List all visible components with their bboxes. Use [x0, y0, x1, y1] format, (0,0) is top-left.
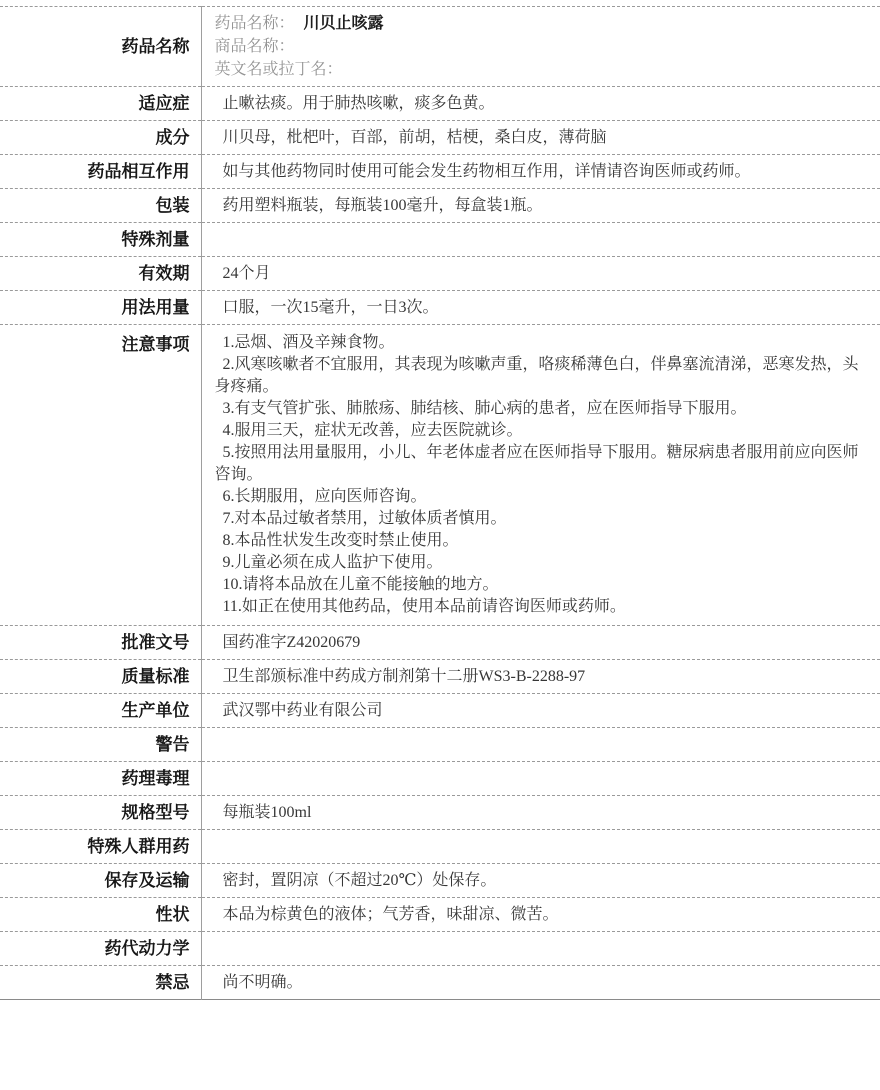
row-value [201, 325, 880, 626]
value-line [215, 296, 867, 319]
row-label: 特殊剂量 [0, 223, 201, 257]
row-label: 特殊人群用药 [0, 830, 201, 864]
row-label: 禁忌 [0, 966, 201, 1000]
value-line [215, 35, 867, 58]
table-row [0, 830, 880, 864]
row-label: 注意事项 [0, 325, 201, 626]
value-line [215, 262, 867, 285]
row-value [201, 223, 880, 257]
table-row [0, 898, 880, 932]
value-line [215, 508, 867, 530]
value-line [215, 530, 867, 552]
value-line [215, 420, 867, 442]
value-text-text: 药用塑料瓶装，每瓶装100毫升，每盒装1瓶。 [222, 197, 543, 214]
row-value [201, 291, 880, 325]
value-text-text: 尚不明确。 [222, 974, 303, 991]
row-label: 成分 [0, 121, 201, 155]
table-row [0, 291, 880, 325]
row-label: 包装 [0, 189, 201, 223]
value-line [215, 194, 867, 217]
value-line [215, 442, 867, 486]
row-value [201, 796, 880, 830]
value-text-text: 口服，一次15毫升，一日3次。 [222, 299, 439, 316]
row-value [201, 7, 880, 87]
value-text-text: 10.请将本品放在儿童不能接触的地方。 [222, 576, 499, 593]
row-label: 生产单位 [0, 694, 201, 728]
row-value [201, 864, 880, 898]
value-muted-text: 药品名称： [214, 15, 295, 32]
row-label: 性状 [0, 898, 201, 932]
row-label: 批准文号 [0, 626, 201, 660]
value-text-text: 1.忌烟、酒及辛辣食物。 [222, 334, 395, 351]
row-value [201, 728, 880, 762]
value-line [215, 631, 867, 654]
value-text-text: 本品为棕黄色的液体；气芳香，味甜凉、微苦。 [222, 906, 559, 923]
row-value [201, 932, 880, 966]
value-line [215, 903, 867, 926]
value-line [215, 699, 867, 722]
value-line [215, 12, 867, 35]
row-value [201, 257, 880, 291]
row-value [201, 189, 880, 223]
row-value [201, 626, 880, 660]
table-row [0, 189, 880, 223]
row-label: 用法用量 [0, 291, 201, 325]
table-row [0, 7, 880, 87]
row-label: 药代动力学 [0, 932, 201, 966]
value-line [215, 58, 867, 81]
value-text-text: 9.儿童必须在成人监护下使用。 [222, 554, 443, 571]
value-text-text: 川贝母，枇杷叶，百部，前胡，桔梗，桑白皮，薄荷脑 [222, 129, 607, 146]
value-line [215, 869, 867, 892]
value-line [215, 332, 867, 354]
value-text-text: 如与其他药物同时使用可能会发生药物相互作用，详情请咨询医师或药师。 [222, 163, 751, 180]
value-muted-text: 商品名称： [214, 38, 295, 55]
value-text-text: 8.本品性状发生改变时禁止使用。 [222, 532, 459, 549]
value-text-text: 24个月 [222, 265, 271, 282]
value-line [215, 354, 867, 398]
value-line [215, 398, 867, 420]
value-line [215, 574, 867, 596]
table-row [0, 694, 880, 728]
value-line [215, 596, 867, 618]
value-text-text: 6.长期服用，应向医师咨询。 [222, 488, 427, 505]
table-row [0, 223, 880, 257]
row-label: 警告 [0, 728, 201, 762]
table-row [0, 155, 880, 189]
value-text-text: 3.有支气管扩张、肺脓疡、肺结核、肺心病的患者，应在医师指导下服用。 [222, 400, 747, 417]
row-label: 有效期 [0, 257, 201, 291]
table-row [0, 966, 880, 1000]
value-line [215, 486, 867, 508]
drug-info-table [0, 6, 880, 1000]
table-row [0, 121, 880, 155]
row-value [201, 155, 880, 189]
table-row [0, 626, 880, 660]
value-text-text: 2.风寒咳嗽者不宜服用，其表现为咳嗽声重，咯痰稀薄色白，伴鼻塞流清涕，恶寒发热，头身疼痛。 [214, 356, 859, 395]
value-text-text: 卫生部颁标准中药成方制剂第十二册WS3-B-2288-97 [222, 668, 586, 685]
value-line [215, 126, 867, 149]
table-row [0, 796, 880, 830]
value-text-text: 7.对本品过敏者禁用，过敏体质者慎用。 [222, 510, 507, 527]
value-text-text: 4.服用三天，症状无改善，应去医院就诊。 [222, 422, 523, 439]
value-line [215, 665, 867, 688]
value-line [215, 971, 867, 994]
value-text-text: 止嗽祛痰。用于肺热咳嗽，痰多色黄。 [222, 95, 495, 112]
table-row [0, 325, 880, 626]
row-value [201, 966, 880, 1000]
row-value [201, 898, 880, 932]
value-text-text: 11.如正在使用其他药品，使用本品前请咨询医师或药师。 [222, 598, 626, 615]
table-row [0, 762, 880, 796]
value-line [215, 160, 867, 183]
value-strong-text: 川贝止咳露 [303, 15, 384, 32]
value-text-text: 武汉鄂中药业有限公司 [222, 702, 383, 719]
row-value [201, 660, 880, 694]
row-value [201, 87, 880, 121]
value-text-text: 每瓶装100ml [222, 804, 312, 821]
value-text-text: 国药准字Z42020679 [222, 634, 361, 651]
table-row [0, 257, 880, 291]
value-text-text: 密封，置阴凉（不超过20℃）处保存。 [222, 872, 497, 889]
row-label: 质量标准 [0, 660, 201, 694]
row-label: 规格型号 [0, 796, 201, 830]
row-label: 保存及运输 [0, 864, 201, 898]
value-line [215, 92, 867, 115]
table-row [0, 728, 880, 762]
row-label: 药品名称 [0, 7, 201, 87]
row-value [201, 121, 880, 155]
table-row [0, 660, 880, 694]
table-row [0, 932, 880, 966]
table-row [0, 87, 880, 121]
row-label: 适应症 [0, 87, 201, 121]
row-value [201, 830, 880, 864]
row-label: 药理毒理 [0, 762, 201, 796]
table-row [0, 864, 880, 898]
value-line [215, 801, 867, 824]
value-line [215, 552, 867, 574]
row-value [201, 694, 880, 728]
value-muted-text: 英文名或拉丁名： [214, 61, 343, 78]
row-value [201, 762, 880, 796]
drug-info-table-body [0, 7, 880, 1000]
row-label: 药品相互作用 [0, 155, 201, 189]
value-text-text: 5.按照用法用量服用，小儿、年老体虚者应在医师指导下服用。糖尿病患者服用前应向医师咨询。 [214, 444, 859, 483]
